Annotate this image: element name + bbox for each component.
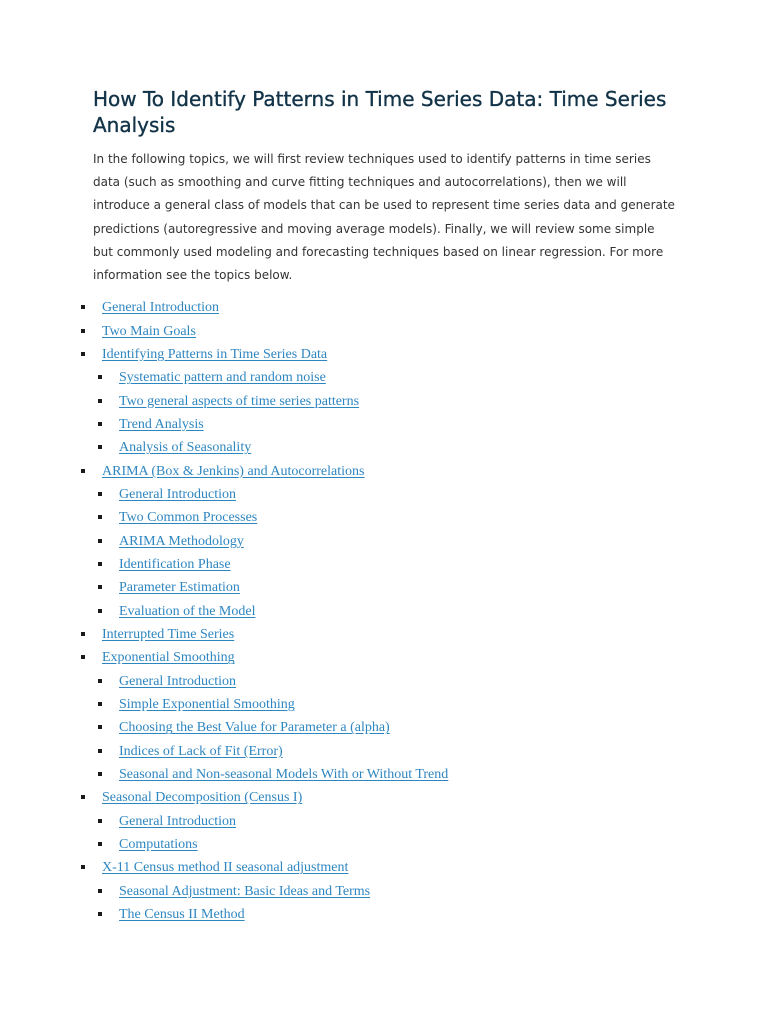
square-bullet-icon <box>98 375 102 379</box>
toc-item <box>93 856 675 879</box>
square-bullet-icon <box>98 539 102 543</box>
toc-subitem <box>93 413 675 436</box>
toc-subitem <box>93 670 675 693</box>
toc-link[interactable]: Seasonal and Non-seasonal Models With or Without Trend <box>119 767 449 783</box>
toc-link[interactable]: Exponential Smoothing <box>102 650 235 666</box>
square-bullet-icon <box>98 725 102 729</box>
toc-link[interactable]: Parameter Estimation <box>119 580 240 596</box>
toc-item <box>93 460 675 483</box>
square-bullet-icon <box>98 702 102 706</box>
intro-paragraph: In the following topics, we will first review techniques used to identify patterns in time series data (such as smoothing and curve fitting techniques and autocorrelations), then we will introduce a general class of models that can be used to represent time series data and generate predictions (autoregressive and moving average models). Finally, we will review some simple but commonly used modeling and forecasting techniques based on linear regression. For more information see the topics below. <box>93 152 675 283</box>
toc-item <box>93 623 675 646</box>
toc-subitem <box>93 436 675 459</box>
page-title: How To Identify Patterns in Time Series Data: Time Series Analysis <box>93 87 667 137</box>
square-bullet-icon <box>81 655 85 659</box>
toc-link[interactable]: Seasonal Decomposition (Census I) <box>102 790 303 806</box>
square-bullet-icon <box>98 609 102 613</box>
square-bullet-icon <box>98 912 102 916</box>
toc-subitem <box>93 810 675 833</box>
toc-subitem <box>93 740 675 763</box>
toc-item <box>93 320 675 343</box>
toc-item <box>93 786 675 809</box>
toc-link[interactable]: Systematic pattern and random noise <box>119 370 326 386</box>
toc-link[interactable]: Two Main Goals <box>102 323 196 339</box>
toc-subitem <box>93 763 675 786</box>
toc-link[interactable]: Indices of Lack of Fit (Error) <box>119 743 283 759</box>
square-bullet-icon <box>81 795 85 799</box>
toc-item <box>93 343 675 366</box>
article <box>93 86 675 927</box>
toc-link[interactable]: Analysis of Seasonality <box>119 440 252 456</box>
toc-link[interactable]: Interrupted Time Series <box>102 627 235 643</box>
square-bullet-icon <box>81 352 85 356</box>
table-of-contents <box>93 296 675 926</box>
toc-link[interactable]: Computations <box>119 837 198 853</box>
toc-link[interactable]: Two Common Processes <box>119 510 258 526</box>
square-bullet-icon <box>81 329 85 333</box>
square-bullet-icon <box>98 772 102 776</box>
toc-link[interactable]: Two general aspects of time series patterns <box>119 393 360 409</box>
toc-link[interactable]: General Introduction <box>119 486 237 502</box>
toc-link[interactable]: Trend Analysis <box>119 416 204 432</box>
toc-link[interactable]: Identifying Patterns in Time Series Data <box>102 346 328 362</box>
toc-link[interactable]: Choosing the Best Value for Parameter a (alpha) <box>119 720 390 736</box>
toc-subitem <box>93 483 675 506</box>
toc-link[interactable]: The Census II Method <box>119 907 245 923</box>
square-bullet-icon <box>81 469 85 473</box>
square-bullet-icon <box>98 399 102 403</box>
square-bullet-icon <box>81 632 85 636</box>
toc-subitem <box>93 903 675 926</box>
toc-item <box>93 296 675 319</box>
toc-link[interactable]: Seasonal Adjustment: Basic Ideas and Terms <box>119 883 371 899</box>
toc-link[interactable]: General Introduction <box>102 300 220 316</box>
toc-item <box>93 646 675 669</box>
square-bullet-icon <box>98 422 102 426</box>
square-bullet-icon <box>81 305 85 309</box>
square-bullet-icon <box>98 585 102 589</box>
square-bullet-icon <box>98 679 102 683</box>
toc-subitem <box>93 576 675 599</box>
square-bullet-icon <box>98 515 102 519</box>
toc-subitem <box>93 600 675 623</box>
square-bullet-icon <box>98 749 102 753</box>
toc-subitem <box>93 553 675 576</box>
square-bullet-icon <box>98 842 102 846</box>
square-bullet-icon <box>98 492 102 496</box>
toc-link[interactable]: General Introduction <box>119 813 237 829</box>
toc-subitem <box>93 506 675 529</box>
square-bullet-icon <box>98 445 102 449</box>
toc-subitem <box>93 693 675 716</box>
toc-subitem <box>93 833 675 856</box>
toc-link[interactable]: General Introduction <box>119 673 237 689</box>
toc-subitem <box>93 366 675 389</box>
toc-subitem <box>93 530 675 553</box>
toc-link[interactable]: Evaluation of the Model <box>119 603 256 619</box>
square-bullet-icon <box>98 889 102 893</box>
square-bullet-icon <box>98 819 102 823</box>
toc-link[interactable]: ARIMA Methodology <box>119 533 244 549</box>
toc-link[interactable]: Simple Exponential Smoothing <box>119 697 295 713</box>
toc-subitem <box>93 716 675 739</box>
square-bullet-icon <box>98 562 102 566</box>
toc-link[interactable]: ARIMA (Box & Jenkins) and Autocorrelations <box>102 463 365 479</box>
toc-subitem <box>93 880 675 903</box>
toc-link[interactable]: Identification Phase <box>119 557 231 572</box>
toc-link[interactable]: X-11 Census method II seasonal adjustment <box>102 860 349 876</box>
toc-subitem <box>93 390 675 413</box>
square-bullet-icon <box>81 865 85 869</box>
